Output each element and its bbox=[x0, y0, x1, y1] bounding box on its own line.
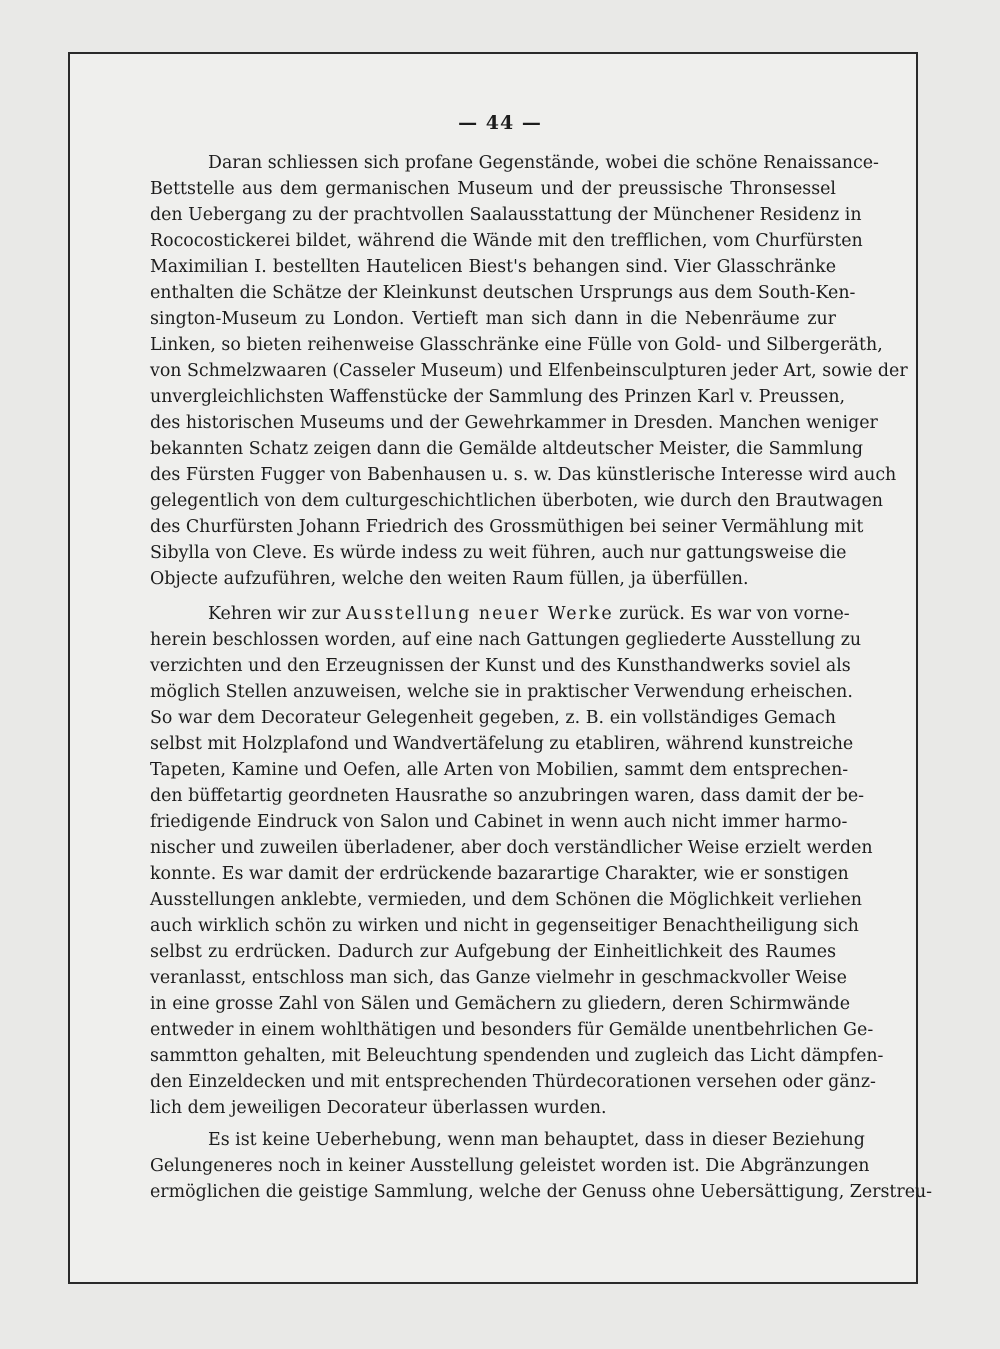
emphasized-text: Ausstellung neuer Werke bbox=[345, 604, 614, 624]
text-line: Tapeten, Kamine und Oefen, alle Arten von Mobilien, sammt dem entsprechen- bbox=[150, 760, 849, 780]
text-line: enthalten die Schätze der Kleinkunst deutschen Ursprungs aus dem South-Ken- bbox=[150, 283, 856, 303]
text-line: Sibylla von Cleve. Es würde indess zu weit führen, auch nur gattungsweise die bbox=[150, 543, 847, 563]
text-line: Rococostickerei bildet, während die Wände mit den trefflichen, vom Churfürsten bbox=[150, 231, 863, 251]
text-line: den Uebergang zu der prachtvollen Saalausstattung der Münchener Residenz in bbox=[150, 205, 862, 225]
text-line: selbst mit Holzplafond und Wandvertäfelung zu etabliren, während kunstreiche bbox=[150, 734, 854, 754]
text-line: des Churfürsten Johann Friedrich des Grossmüthigen bei seiner Vermählung mit bbox=[150, 517, 864, 537]
text-line: verzichten und den Erzeugnissen der Kunst und des Kunsthandwerks soviel als bbox=[150, 656, 851, 676]
text-line: sington-Museum zu London. Vertieft man sich dann in die Nebenräume zur bbox=[150, 309, 836, 329]
text-line: herein beschlossen worden, auf eine nach Gattungen gegliederte Ausstellung zu bbox=[150, 630, 862, 650]
text-line: Objecte aufzuführen, welche den weiten Raum füllen, ja überfüllen. bbox=[150, 569, 749, 589]
text-line: den büffetartig geordneten Hausrathe so anzubringen waren, dass damit der be- bbox=[150, 786, 865, 806]
text-line: So war dem Decorateur Gelegenheit gegeben, z. B. ein vollständiges Gemach bbox=[150, 708, 836, 728]
text-line: möglich Stellen anzuweisen, welche sie in praktischer Verwendung erheischen. bbox=[150, 682, 853, 702]
text-line: nischer und zuweilen überladener, aber doch verständlicher Weise erzielt werden bbox=[150, 838, 873, 858]
text-line: konnte. Es war damit der erdrückende bazarartige Charakter, wie er sonstigen bbox=[150, 864, 849, 884]
text-line: selbst zu erdrücken. Dadurch zur Aufgebung der Einheitlichkeit des Raumes bbox=[150, 942, 836, 962]
text-line: Maximilian I. bestellten Hautelicen Biest's behangen sind. Vier Glasschränke bbox=[150, 257, 836, 277]
text-line: entweder in einem wohlthätigen und besonders für Gemälde unentbehrlichen Ge- bbox=[150, 1020, 874, 1040]
text-line: den Einzeldecken und mit entsprechenden Thürdecorationen versehen oder gänz- bbox=[150, 1072, 876, 1092]
intro-rest-text: zurück. Es war von vorne- bbox=[613, 604, 850, 624]
paragraph-2 bbox=[150, 601, 884, 1121]
paragraph-1 bbox=[150, 150, 908, 592]
text-line: Linken, so bieten reihenweise Glasschränke eine Fülle von Gold- und Silbergeräth, bbox=[150, 335, 883, 355]
paragraph-3 bbox=[150, 1127, 933, 1205]
text-line: in eine grosse Zahl von Sälen und Gemächern zu gliedern, deren Schirmwände bbox=[150, 994, 851, 1014]
text-line-intro bbox=[150, 601, 850, 627]
text-line: des Fürsten Fugger von Babenhausen u. s. w. Das künstlerische Interesse wird auch bbox=[150, 465, 897, 485]
text-line: des historischen Museums und der Gewehrkammer in Dresden. Manchen weniger bbox=[150, 413, 878, 433]
text-line: veranlasst, entschloss man sich, das Ganze vielmehr in geschmackvoller Weise bbox=[150, 968, 847, 988]
text-line: sammtton gehalten, mit Beleuchtung spendenden und zugleich das Licht dämpfen- bbox=[150, 1046, 884, 1066]
text-line: Es ist keine Ueberhebung, wenn man behauptet, dass in dieser Beziehung bbox=[208, 1130, 865, 1150]
text-line: gelegentlich von dem culturgeschichtlichen überboten, wie durch den Brautwagen bbox=[150, 491, 883, 511]
text-line: lich dem jeweiligen Decorateur überlassen wurden. bbox=[150, 1098, 607, 1118]
text-line: Daran schliessen sich profane Gegenstände, wobei die schöne Renaissance- bbox=[208, 153, 879, 173]
text-line: auch wirklich schön zu wirken und nicht in gegenseitiger Benachtheiligung sich bbox=[150, 916, 859, 936]
intro-text: Kehren wir zur bbox=[208, 604, 346, 624]
text-line: von Schmelzwaaren (Casseler Museum) und Elfenbeinsculpturen jeder Art, sowie der bbox=[150, 361, 908, 381]
text-line: ermöglichen die geistige Sammlung, welche der Genuss ohne Uebersättigung, Zerstreu- bbox=[150, 1182, 933, 1202]
text-line: Gelungeneres noch in keiner Ausstellung geleistet worden ist. Die Abgränzungen bbox=[150, 1156, 870, 1176]
text-line: unvergleichlichsten Waffenstücke der Sammlung des Prinzen Karl v. Preussen, bbox=[150, 387, 846, 407]
text-line: bekannten Schatz zeigen dann die Gemälde altdeutscher Meister, die Sammlung bbox=[150, 439, 864, 459]
text-line: friedigende Eindruck von Salon und Cabinet in wenn auch nicht immer harmo- bbox=[150, 812, 848, 832]
text-line: Ausstellungen anklebte, vermieden, und dem Schönen die Möglichkeit verliehen bbox=[150, 890, 862, 910]
page-number: — 44 — bbox=[458, 112, 542, 134]
text-line: Bettstelle aus dem germanischen Museum und der preussische Thronsessel bbox=[150, 179, 836, 199]
